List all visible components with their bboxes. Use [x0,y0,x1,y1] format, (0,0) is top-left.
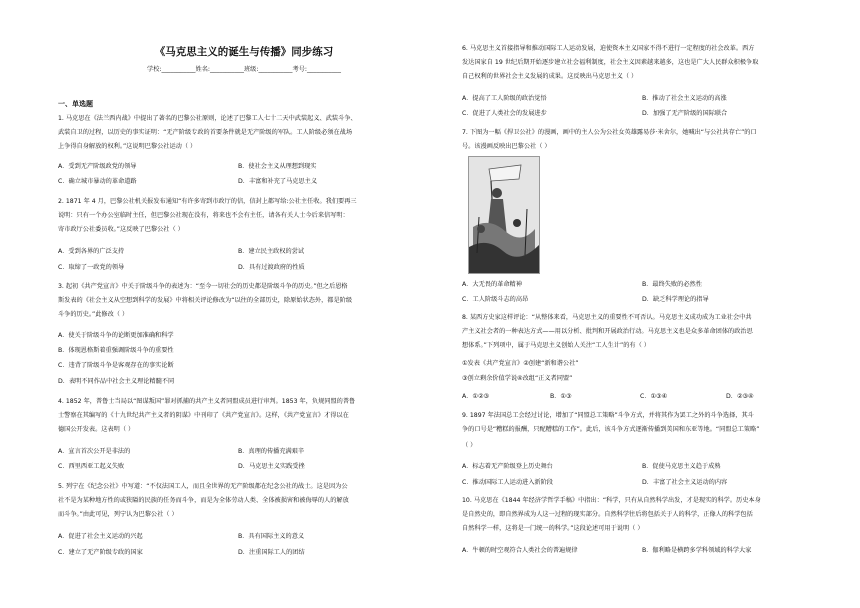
q1-option: A．受到无产阶级政党的领导 [58,163,137,170]
q1-line: 上争得自身解放的权利。”这说明巴黎公社运动（ ） [58,143,197,150]
section-heading: 一、单选题 [58,100,93,108]
q7-line: 7. 下图为一幅《捍卫公社》的漫画，画中的主人公为公社女英雄露易莎·米舍尔，她喊出“与公社共存亡”的口 [462,129,757,136]
q4-line: 士警察在其编写的《十九世纪共产主义者的阴谋》中刊印了《共产党宣言》。这样，《共产党宣言》才得以在 [58,412,349,419]
q9-line: 争的口号是“糟糕的报酬，只配糟糕的工作”。此后，该斗争方式逐渐传播到美国和东亚等地。“同盟总工策略” [462,426,760,433]
q5-line: 而斗争。”由此可见，列宁认为巴黎公社（ ） [58,511,178,518]
page-title: 《马克思主义的诞生与传播》同步练习 [154,46,334,58]
q9-line: 9. 1897 年法国总工会经过讨论，增加了“同盟总工策略”斗争方式，并将其作为罢工之外的斗争选择，其斗 [462,412,754,419]
q1-option: C．确立城市暴动的革命道路 [58,178,137,185]
q1-line: 武装自卫的过程，以历史的事实证明：“无产阶级专政的首要条件就是无产阶级的军队。工人阶级必须在战场 [58,129,353,136]
illustration-drawing [469,157,539,273]
q4-option: A．宣言首次公开是非法的 [58,448,131,455]
q2-line: 寄市政厅公社委员收。”这反映了巴黎公社（ ） [58,226,184,233]
q10-line: 是自然史的，即自然界成为人这一过程的现实部分。自然科学往后将包括关于人的科学，正像人的科学包括 [462,511,753,518]
q5-option: D．注重国际工人的团结 [238,549,305,556]
q7-line: 号。该漫画反映出巴黎公社（ ） [462,143,551,150]
q6-line: 自己权利的世界社会主义发展的成果。这反映出马克思主义（ ） [462,73,638,80]
q8-option: C．①③④ [640,393,668,400]
q5-line: 社不是为某种地方性的或狭隘的民族的任务而斗争，而是为全体劳动人类、全体被损害和被侮辱的人的解放 [58,497,349,504]
q3-option: D．表明不同作品中社会主义理论精髓不同 [58,378,175,385]
q9-option: B．促使马克思主义趋于成熟 [642,463,721,470]
q10-line: 10. 马克思在《1844 年经济学哲学手稿》中指出：“科学，只有从自然科学出发，才是现实的科学。历史本身 [462,497,761,504]
q10-option: B．伽利略是横跨多学科领域的科学大家 [642,547,752,554]
q6-option: D．加强了无产阶级的国际联合 [642,110,728,117]
q4-line: 4. 1852 年，普鲁士当局以“图谋叛国”罪对抓捕的共产主义者同盟成员进行审判。1853 年，负规同盟的普鲁 [58,398,356,405]
q7-option: A．大无畏的革命精神 [462,281,522,288]
q9-option: A．标志着无产阶级登上历史舞台 [462,463,553,470]
q3-line: 斗争的历史。”此修改（ ） [58,311,129,318]
q6-option: A．提高了工人阶级的政治觉悟 [462,95,547,102]
q3-line: 斯发表的《社会主义从空想到科学的发展》中将相关评论修改为“以往的全部历史，除原始状态外，都是阶级 [58,297,353,304]
q7-option: C．工人阶级斗志的高昂 [462,296,529,303]
q4-option: D．马克思主义实践受挫 [238,463,305,470]
q2-option: C．取缔了一政党的领导 [58,264,125,271]
q5-line: 5. 列宁在《纪念公社》中写道：“不仅法国工人，而且全世界的无产阶级都在纪念公社的战士。这是因为公 [58,483,348,490]
q8-line: 想体系。”下列项中，属于马克思主义创始人关注“工人生计”的有（ ） [462,342,650,349]
q7-option: B．最终失败的必然性 [642,281,702,288]
q6-option: C．促进了人类社会的发展进步 [462,110,547,117]
q5-option: C．建立了无产阶级专政的国家 [58,549,143,556]
q3-option: C．违背了阶级斗争是客观存在的事实论断 [58,362,174,369]
q8-line: 产主义社会者的一种表达方式——用以分析、批判和开展政治行动。马克思主义也是众多革命团体的政治思 [462,328,753,335]
q1-line: 1. 马克思在《法兰西内战》中提出了著名的巴黎公社原则，论述了巴黎工人七十二天中武装起义、武装斗争、 [58,115,357,122]
q2-line: 2. 1871 年 4 月，巴黎公社机关报发布通知“有许多寄到市政厅的信，信封上都写给:公社主任收。我们要再三 [58,198,357,205]
commune-illustration [468,156,540,274]
q6-line: 发达国家自 19 世纪后期开始逐步建立社会福利制度，社会主义因素越来越多，这也是广大人民群众积极争取 [462,59,759,66]
q8-line: ③创立剩余价值学说④改组“正义者同盟” [462,375,573,382]
q8-line: ①发表《共产党宣言》②创建“新和谐公社” [462,360,579,367]
q8-line: 8. 某西方史家这样评论：“从整体来看，马克思主义的重要性不可否认。马克思主义成功成为工业社会中共 [462,314,752,321]
q1-option: B．使社会主义从理想到现实 [238,163,317,170]
student-info: 学校:___________姓名:___________班级:___________考号:___________ [147,66,341,73]
q9-option: C．推动国际工人运动进入新阶段 [462,479,553,486]
q4-option: B．真理的传播充满艰辛 [238,448,305,455]
q8-option: D．②③④ [726,393,754,400]
q2-line: 说明：只有一个办公室临时主任，但巴黎公社现在没有，将来也不会有主任，请各有关人士今后来信写明： [58,212,349,219]
q9-line: （ ） [462,442,477,449]
q8-option: A．①②③ [462,393,490,400]
q3-option: A．使关于阶级斗争的论断更加准确和科学 [58,332,174,339]
q1-option: D．丰富和补充了马克思主义 [238,178,318,185]
q4-line: 德国公开发表。这表明（ ） [58,426,135,433]
q7-option: D．缺乏科学理论的指导 [642,296,709,303]
q2-option: D．具有过渡政府的性质 [238,264,305,271]
q10-line: 自然科学一样，这将是一门统一的科学。”这段论述可用于说明（ ） [462,525,644,532]
q10-option: A．牛顿的时空观符合人类社会的普遍规律 [462,547,578,554]
q8-option: B．①③ [550,393,572,400]
q4-option: C．西里西亚工起义失败 [58,463,125,470]
q5-option: A．促进了社会主义运动的兴起 [58,533,143,540]
q3-line: 3. 起初《共产党宣言》中关于阶级斗争的表述为：“至今一切社会的历史都是阶级斗争的历史。”但之后恩格 [58,283,348,290]
q6-line: 6. 马克思主义首接指导和推动国际工人运动发展，迫使资本主义国家不得不进行一定程度的社会改革。西方 [462,45,755,52]
q2-option: A．受到各界的广泛支持 [58,248,125,255]
q5-option: B．具有国际主义的意义 [238,533,305,540]
q6-option: B．推动了社会主义运动的高涨 [642,95,727,102]
q9-option: D．丰富了社会主义运动的内容 [642,479,728,486]
q3-option: B．体现恩格斯着重强调阶级斗争的重要性 [58,347,174,354]
q2-option: B．建立民主政权的尝试 [238,248,305,255]
